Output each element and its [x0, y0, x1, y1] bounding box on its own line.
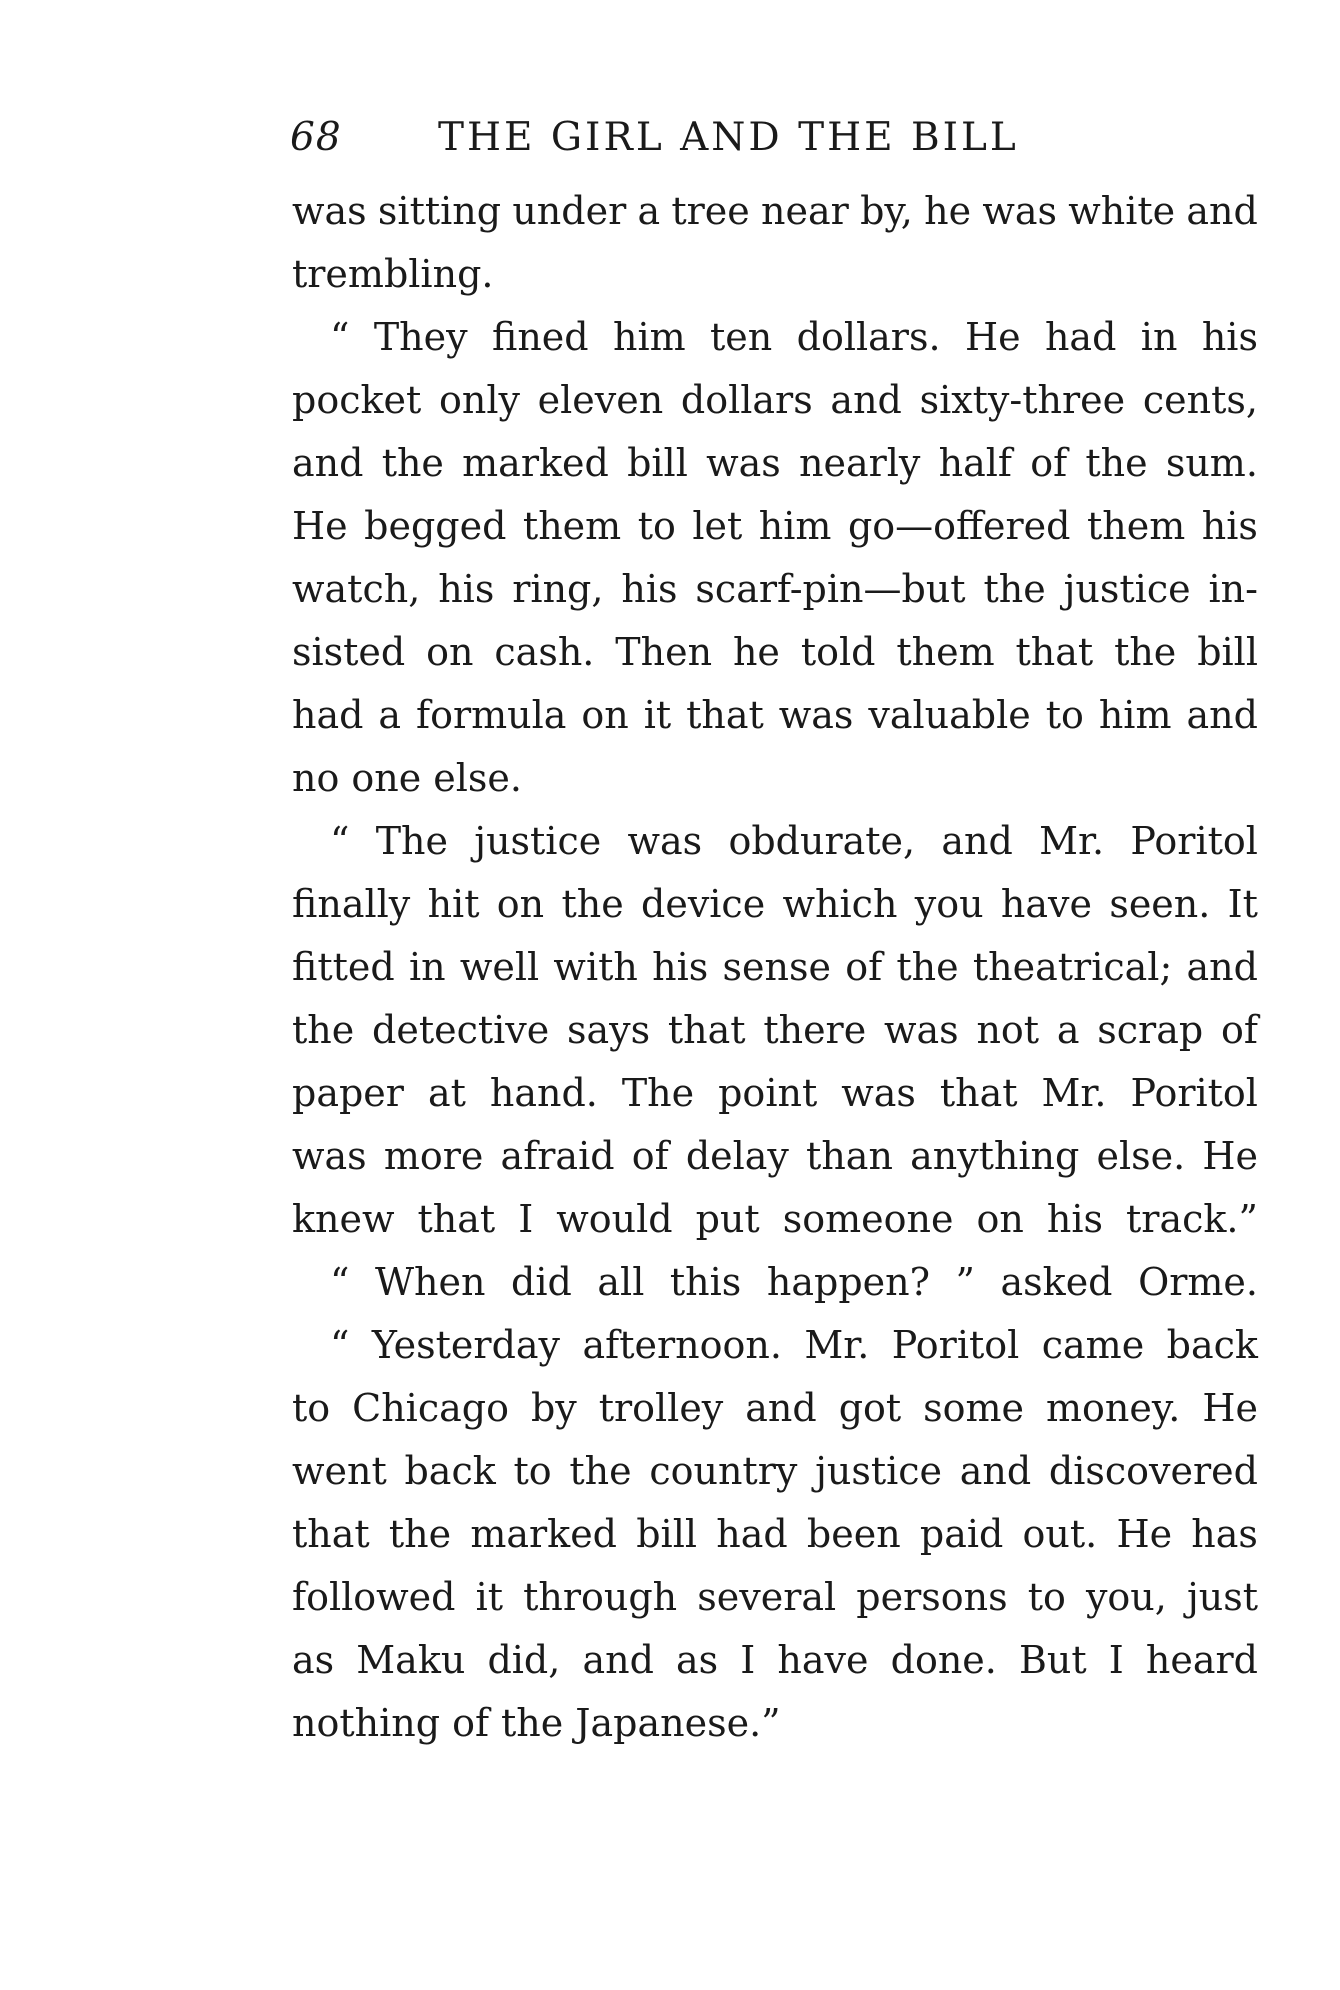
word: sixty-three — [919, 378, 1126, 422]
word: it — [643, 693, 672, 737]
word: on — [976, 1197, 1024, 1241]
word: bill — [627, 441, 688, 485]
text-line — [292, 1125, 1258, 1188]
text-line — [292, 747, 1258, 810]
word: has — [1191, 1512, 1258, 1556]
word: marked — [462, 441, 609, 485]
word: afraid — [500, 1134, 615, 1178]
word: money. — [1046, 1386, 1181, 1430]
word: detective — [372, 1008, 550, 1052]
word: valuable — [868, 693, 1031, 737]
word: bill — [1197, 630, 1258, 674]
word: of — [452, 1701, 490, 1745]
word: his — [1201, 315, 1258, 359]
word: back — [1166, 1323, 1258, 1367]
text-line — [292, 558, 1258, 621]
word: Then — [615, 630, 713, 674]
word: It — [1227, 882, 1258, 926]
word: them — [522, 504, 622, 548]
word: Orme. — [1138, 1260, 1258, 1304]
word: justice — [1063, 567, 1191, 611]
word: else. — [1096, 1134, 1186, 1178]
word: seen. — [1109, 882, 1211, 926]
word: fined — [491, 315, 589, 359]
body-text — [292, 180, 1258, 1755]
word: you, — [1085, 1575, 1167, 1619]
word: all — [597, 1260, 645, 1304]
word: When — [374, 1260, 486, 1304]
word: and — [1186, 945, 1258, 989]
word: white — [1068, 189, 1176, 233]
word: asked — [1000, 1260, 1113, 1304]
text-line — [292, 180, 1258, 243]
word: was — [778, 693, 854, 737]
word: persons — [856, 1575, 1008, 1619]
word: formula — [416, 693, 567, 737]
word: there — [763, 1008, 867, 1052]
text-line — [292, 936, 1258, 999]
word: was — [292, 189, 367, 233]
word: followed — [292, 1575, 456, 1619]
word: in — [1140, 315, 1178, 359]
word: says — [567, 1008, 651, 1052]
text-line — [292, 243, 1258, 306]
word: would — [556, 1197, 673, 1241]
word: his — [1046, 1197, 1103, 1241]
word: “ — [330, 315, 350, 359]
text-line — [292, 1188, 1258, 1251]
word: have — [1000, 882, 1092, 926]
word: go—offered — [847, 504, 1071, 548]
word: them — [1086, 504, 1186, 548]
word: cents, — [1142, 378, 1258, 422]
word: Mr. — [804, 1323, 870, 1367]
word: discovered — [1048, 1449, 1258, 1493]
word: “ — [330, 819, 350, 863]
word: of — [845, 945, 883, 989]
word: He — [1116, 1512, 1173, 1556]
word: ” — [955, 1260, 975, 1304]
word: had — [716, 1512, 788, 1556]
word: and — [292, 441, 364, 485]
word: scarf-pin—but — [695, 567, 966, 611]
word: out. — [1022, 1512, 1098, 1556]
word: ring, — [512, 567, 604, 611]
word: that — [1015, 630, 1094, 674]
page-number: 68 — [290, 115, 342, 160]
word: the — [983, 567, 1046, 611]
text-line — [292, 873, 1258, 936]
word: device — [641, 882, 766, 926]
word: him — [758, 504, 832, 548]
word: and — [1186, 189, 1258, 233]
word: the — [1114, 630, 1177, 674]
word: his — [438, 567, 495, 611]
text-line — [292, 495, 1258, 558]
word: justice — [815, 1449, 943, 1493]
word: by — [530, 1386, 577, 1430]
word: the — [569, 1449, 632, 1493]
word: did, — [487, 1638, 561, 1682]
word: I — [518, 1197, 534, 1241]
word: back — [404, 1449, 496, 1493]
word: I — [1108, 1638, 1124, 1682]
word: and — [582, 1638, 654, 1682]
text-line — [292, 369, 1258, 432]
word: Japanese.” — [575, 1701, 781, 1745]
word: it — [475, 1575, 503, 1619]
word: just — [1186, 1575, 1258, 1619]
word: to — [1027, 1575, 1066, 1619]
word: of — [1220, 1008, 1258, 1052]
text-line — [292, 1503, 1258, 1566]
word: on — [426, 630, 474, 674]
word: this — [669, 1260, 742, 1304]
word: He — [292, 504, 348, 548]
word: and — [745, 1386, 817, 1430]
text-line — [292, 810, 1258, 873]
word: ten — [710, 315, 773, 359]
word: sense — [722, 945, 831, 989]
word: Mr. — [1039, 819, 1105, 863]
text-line — [292, 1377, 1258, 1440]
word: under — [512, 189, 627, 233]
word: happen? — [766, 1260, 930, 1304]
word: him — [1098, 693, 1172, 737]
word: that — [417, 1197, 496, 1241]
word: the — [561, 882, 624, 926]
word: marked — [470, 1512, 618, 1556]
word: came — [1041, 1323, 1145, 1367]
text-line — [292, 432, 1258, 495]
word: let — [692, 504, 743, 548]
running-head — [290, 112, 1250, 164]
word: point — [718, 1071, 818, 1115]
word: But — [1018, 1638, 1087, 1682]
word: the — [388, 1512, 452, 1556]
word: did — [511, 1260, 572, 1304]
word: and — [830, 378, 902, 422]
text-line — [292, 1566, 1258, 1629]
word: afternoon. — [582, 1323, 782, 1367]
word: sum. — [1165, 441, 1258, 485]
word: well — [459, 945, 540, 989]
word: “ — [330, 1323, 350, 1367]
text-line — [292, 1629, 1258, 1692]
word: dollars — [680, 378, 813, 422]
text-line — [292, 684, 1258, 747]
word: that — [667, 1008, 746, 1052]
word: some — [923, 1386, 1025, 1430]
word: no — [292, 756, 340, 800]
word: you — [914, 882, 984, 926]
word: the — [1085, 441, 1148, 485]
word: and — [959, 1449, 1032, 1493]
word: in- — [1208, 567, 1258, 611]
word: put — [695, 1197, 760, 1241]
word: his — [652, 945, 709, 989]
word: was — [706, 441, 781, 485]
word: was — [883, 1008, 959, 1052]
word: that — [939, 1071, 1018, 1115]
word: He — [964, 315, 1021, 359]
word: only — [438, 378, 520, 422]
word: he — [732, 630, 780, 674]
word: someone — [782, 1197, 954, 1241]
word: had — [292, 693, 364, 737]
word: more — [383, 1134, 484, 1178]
word: which — [782, 882, 898, 926]
word: his — [621, 567, 678, 611]
word: several — [697, 1575, 837, 1619]
word: been — [806, 1512, 901, 1556]
word: paid — [919, 1512, 1004, 1556]
text-line — [292, 1251, 1258, 1314]
word: to — [292, 1386, 331, 1430]
text-line — [292, 1692, 1258, 1755]
word: a — [378, 693, 402, 737]
word: I — [740, 1638, 756, 1682]
word: than — [806, 1134, 893, 1178]
word: begged — [364, 504, 507, 548]
word: Yesterday — [371, 1323, 561, 1367]
word: sisted — [292, 630, 406, 674]
word: obdurate, — [728, 819, 916, 863]
word: dollars. — [796, 315, 941, 359]
word: Poritol — [1130, 1071, 1258, 1115]
word: track.” — [1126, 1197, 1258, 1241]
word: the — [896, 945, 959, 989]
word: half — [938, 441, 1012, 485]
word: to — [513, 1449, 552, 1493]
word: Maku — [356, 1638, 466, 1682]
word: The — [375, 819, 449, 863]
word: paper — [292, 1071, 404, 1115]
text-line — [292, 1440, 1258, 1503]
word: done. — [890, 1638, 997, 1682]
word: theatrical; — [972, 945, 1173, 989]
running-title: THE GIRL AND THE BILL — [438, 115, 1019, 160]
word: through — [523, 1575, 678, 1619]
word: pocket — [292, 378, 422, 422]
word: Poritol — [1130, 819, 1258, 863]
word: in — [408, 945, 446, 989]
word: not — [976, 1008, 1040, 1052]
word: trembling. — [292, 252, 494, 296]
word: justice — [474, 819, 602, 863]
word: on — [581, 693, 629, 737]
word: He — [1202, 1386, 1258, 1430]
word: hand. — [489, 1071, 598, 1115]
word: eleven — [537, 378, 664, 422]
word: to — [637, 504, 676, 548]
word: went — [292, 1449, 387, 1493]
word: one — [351, 756, 422, 800]
word: Mr. — [1041, 1071, 1107, 1115]
word: country — [649, 1449, 798, 1493]
word: hit — [427, 882, 480, 926]
word: Poritol — [891, 1323, 1020, 1367]
word: trolley — [598, 1386, 724, 1430]
word: them — [896, 630, 995, 674]
word: else. — [433, 756, 522, 800]
word: knew — [292, 1197, 395, 1241]
word: near — [761, 189, 849, 233]
word: that — [686, 693, 764, 737]
word: finally — [292, 882, 411, 926]
word: and — [941, 819, 1013, 863]
word: They — [373, 315, 468, 359]
word: of — [1030, 441, 1068, 485]
word: was — [841, 1071, 916, 1115]
word: to — [1045, 693, 1084, 737]
word: as — [676, 1638, 719, 1682]
word: anything — [910, 1134, 1080, 1178]
word: sitting — [377, 189, 502, 233]
word: tree — [671, 189, 750, 233]
word: a — [1056, 1008, 1080, 1052]
word: he — [924, 189, 972, 233]
word: watch, — [292, 567, 421, 611]
word: was — [982, 189, 1058, 233]
word: that — [292, 1512, 370, 1556]
text-line — [292, 621, 1258, 684]
word: by, — [860, 189, 913, 233]
word: the — [381, 441, 444, 485]
word: bill — [636, 1512, 698, 1556]
word: with — [553, 945, 638, 989]
word: nearly — [798, 441, 921, 485]
word: heard — [1145, 1638, 1258, 1682]
word: have — [777, 1638, 869, 1682]
word: the — [501, 1701, 564, 1745]
word: delay — [685, 1134, 789, 1178]
word: the — [292, 1008, 355, 1052]
word: a — [637, 189, 661, 233]
word: cash. — [494, 630, 595, 674]
word: “ — [330, 1260, 350, 1304]
text-line — [292, 1062, 1258, 1125]
word: had — [1044, 315, 1117, 359]
word: on — [496, 882, 545, 926]
word: The — [621, 1071, 695, 1115]
text-line — [292, 1314, 1258, 1377]
word: his — [1201, 504, 1258, 548]
word: as — [292, 1638, 335, 1682]
word: scrap — [1097, 1008, 1204, 1052]
text-line — [292, 999, 1258, 1062]
word: and — [1186, 693, 1258, 737]
word: got — [838, 1386, 902, 1430]
word: fitted — [292, 945, 395, 989]
word: nothing — [292, 1701, 441, 1745]
word: of — [631, 1134, 669, 1178]
word: was — [292, 1134, 367, 1178]
word: He — [1202, 1134, 1258, 1178]
word: told — [800, 630, 876, 674]
word: was — [627, 819, 703, 863]
word: him — [612, 315, 686, 359]
word: Chicago — [352, 1386, 509, 1430]
word: at — [427, 1071, 466, 1115]
text-line — [292, 306, 1258, 369]
